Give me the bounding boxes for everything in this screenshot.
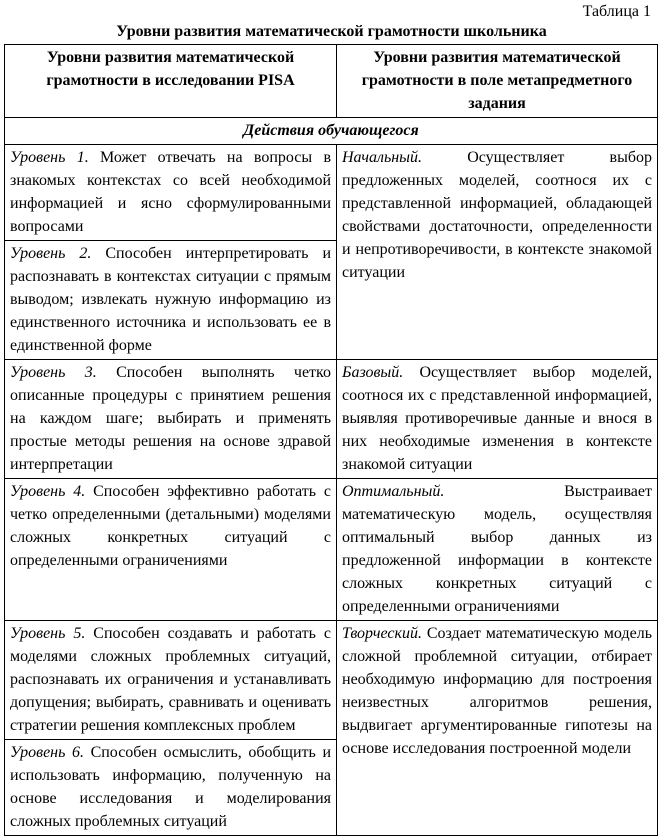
meta-level-cell: [337, 479, 658, 621]
level-text: Может отвечать на вопросы в знакомых контекстах со всей необходимой информацией и ясно сформулированными вопросами: [10, 149, 332, 235]
table-header-row: [5, 45, 658, 118]
column-header-meta: Уровни развития математической грамотности в поле метапредметного задания: [337, 45, 658, 118]
table-number: Таблица 1: [582, 3, 651, 20]
level-name: Уровень 4.: [10, 483, 86, 500]
level-text: Способен создавать и работать с моделями сложных проблемных ситуаций, распознавать их ограничения и устанавливать допущения; выбирать, сравнивать и оценивать стратегии решения комплексных проблем: [10, 625, 331, 734]
level-name: Начальный.: [342, 149, 423, 166]
level-name: Уровень 5.: [10, 625, 86, 642]
pisa-level-cell: [5, 241, 337, 360]
level-text: Способен интерпретировать и распознавать в контекстах ситуации с прямым выводом; извлекать нужную информацию из единственного источника и использовать ее в единственной форме: [10, 245, 332, 354]
pisa-level-cell: [5, 621, 337, 740]
meta-level-cell: [337, 145, 658, 360]
levels-table: [4, 44, 658, 836]
level-name: Творческий.: [342, 625, 422, 642]
pisa-level-cell: [5, 360, 337, 479]
table-row: [5, 145, 658, 241]
section-row: [5, 118, 658, 145]
level-text: Способен эффективно работать с четко определенными (детальными) моделями сложных конкретных ситуаций с определенными ограничениями: [10, 483, 332, 569]
level-text: Выстраивает математическую модель, осуществляя оптимальный выбор данных из предложенной информации в контексте сложных конкретных ситуаций с определенными ограничениями: [342, 483, 652, 615]
level-name: Оптимальный.: [342, 483, 445, 500]
table-row: [5, 479, 658, 621]
pisa-level-cell: [5, 479, 337, 621]
table-row: [5, 360, 658, 479]
level-name: Уровень 3.: [10, 364, 97, 381]
meta-level-cell: [337, 360, 658, 479]
level-name: Уровень 2.: [10, 245, 92, 262]
table-title: Уровни развития математической грамотности школьника: [116, 23, 547, 40]
level-text: Осуществляет выбор предложенных моделей, соотнося их с представленной информацией, обладающей свойствами достаточности, определенности и непротиворечивости, в контексте знакомой ситуации: [342, 149, 652, 281]
level-text: Осуществляет выбор моделей, соотнося их с представленной информацией, выявляя противоречивые данные и внося в них необходимые изменения в контексте знакомой ситуации: [342, 364, 652, 473]
level-text: Создает математическую модель сложной проблемной ситуации, отбирает необходимую информацию для построения неизвестных алгоритмов решения, выдвигает аргументированные гипотезы на основе исследования построенной модели: [342, 625, 652, 757]
column-header-pisa: Уровни развития математической грамотности в исследовании PISA: [5, 45, 337, 118]
level-name: Базовый.: [342, 364, 404, 381]
level-name: Уровень 6.: [10, 744, 84, 761]
section-label: Действия обучающегося: [5, 118, 658, 145]
level-name: Уровень 1.: [10, 149, 89, 166]
table-row: [5, 621, 658, 740]
meta-level-cell: [337, 621, 658, 836]
pisa-level-cell: [5, 145, 337, 241]
pisa-level-cell: [5, 740, 337, 836]
level-text: Способен осмыслить, обобщить и использовать информацию, полученную на основе исследования и моделирования сложных проблемных ситуаций: [10, 744, 332, 830]
level-text: Способен выполнять четко описанные процедуры с принятием решения на каждом шаге; выбирать и применять простые методы решения на основе здравой интерпретации: [10, 364, 332, 473]
